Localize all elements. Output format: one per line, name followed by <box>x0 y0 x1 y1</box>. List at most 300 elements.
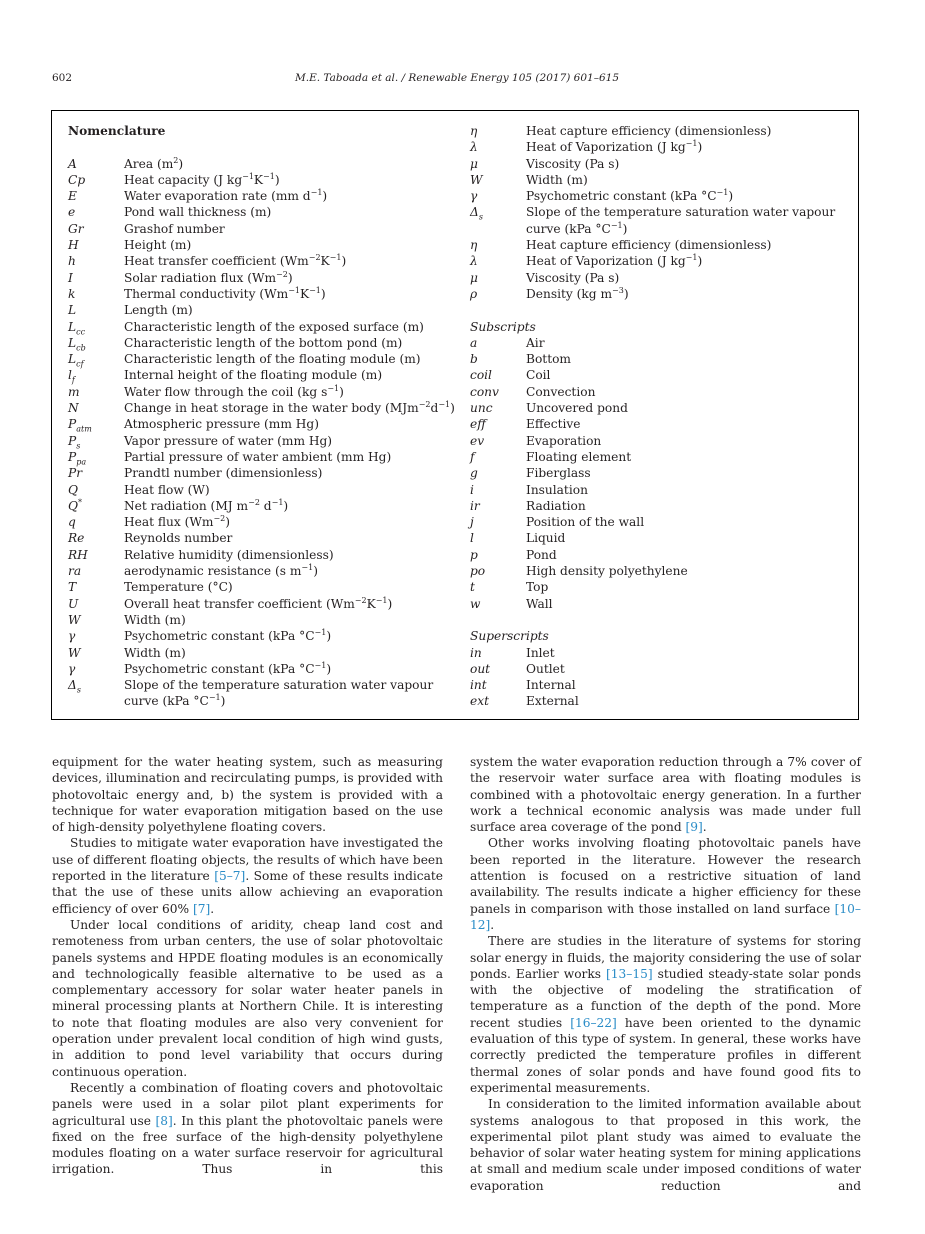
symbol-base: ir <box>470 498 480 513</box>
nomenclature-row <box>68 449 468 465</box>
nomenclature-row <box>470 123 850 139</box>
unit-exponent: −1 <box>685 253 698 263</box>
symbol-base: in <box>470 645 482 660</box>
definition-text: Relative humidity (dimensionless) <box>124 547 334 562</box>
symbol-base: g <box>470 466 478 481</box>
term-symbol <box>470 547 526 563</box>
nomenclature-row <box>68 433 468 449</box>
term-definition <box>526 514 850 530</box>
nomenclature-row <box>68 645 468 661</box>
citation-link[interactable]: [7] <box>192 901 211 916</box>
symbol-base: P <box>68 449 77 464</box>
symbol-base: k <box>68 286 76 301</box>
paragraph-text: Recently a combination of floating covers and photovoltaic panels were used in a solar pilot plant experiments for agricultural use <box>52 1080 443 1128</box>
unit-exponent: −1 <box>271 497 284 507</box>
symbol-base: p <box>470 547 478 562</box>
unit-exponent: −1 <box>242 171 254 181</box>
term-symbol <box>68 547 124 563</box>
term-definition <box>526 465 850 481</box>
symbol-base: Pr <box>68 466 83 481</box>
body-paragraph <box>470 835 861 933</box>
term-definition <box>526 188 850 204</box>
unit-exponent: −1 <box>327 383 340 393</box>
symbol-subscript: cf <box>76 359 84 369</box>
definition-text: Viscosity (Pa s) <box>526 156 620 171</box>
definition-text: Uncovered pond <box>526 401 628 416</box>
nomenclature-row <box>68 204 468 220</box>
citation-link[interactable]: [13–15] <box>606 966 653 981</box>
definition-text: Density (kg m <box>526 286 613 301</box>
term-definition <box>526 367 850 383</box>
unit-exponent: −2 <box>308 253 321 263</box>
nomenclature-row <box>470 661 850 677</box>
term-definition <box>526 547 850 563</box>
definition-text: Thermal conductivity (Wm <box>124 286 289 301</box>
nomenclature-row <box>470 514 850 530</box>
term-definition <box>124 270 468 286</box>
symbol-base: q <box>68 515 76 530</box>
symbol-base: h <box>68 254 76 269</box>
symbol-base: Re <box>68 531 85 546</box>
term-definition <box>124 384 468 400</box>
term-symbol <box>470 270 526 286</box>
term-symbol <box>68 596 124 612</box>
nomenclature-row <box>68 693 468 709</box>
term-symbol <box>470 367 526 383</box>
definition-tail: ) <box>697 140 703 155</box>
symbol-base: L <box>68 319 77 334</box>
unit-exponent: −1 <box>375 595 388 605</box>
greek-symbols-list <box>470 123 850 302</box>
term-definition <box>124 693 468 709</box>
definition-text: Liquid <box>526 531 566 546</box>
nomenclature-row <box>68 172 468 188</box>
symbol-base: Q <box>68 482 78 497</box>
nomenclature-row <box>470 172 850 188</box>
term-symbol <box>470 563 526 579</box>
term-definition <box>124 221 468 237</box>
nomenclature-row <box>68 498 468 514</box>
term-symbol <box>68 335 124 351</box>
term-symbol <box>68 498 124 514</box>
nomenclature-row <box>470 221 850 237</box>
term-symbol <box>470 693 526 709</box>
term-symbol <box>470 530 526 546</box>
definition-tail: ) <box>450 401 455 416</box>
paragraph-text: . <box>490 917 495 932</box>
unit-part: d <box>430 401 439 416</box>
symbol-base: l <box>470 531 474 546</box>
symbol-base: Δ <box>68 678 77 693</box>
paragraph-text: have been oriented to the dynamic evaluation of this type of system. In general, these works have correctly predicted the temperature profiles in different thermal zones of solar ponds and have found good fits to experimental measurements. <box>470 1015 861 1095</box>
nomenclature-row <box>68 465 468 481</box>
symbol-subscript: cc <box>76 327 86 336</box>
nomenclature-row <box>470 367 850 383</box>
definition-text: Internal height of the floating module (m) <box>124 368 383 383</box>
nomenclature-row <box>470 645 850 661</box>
term-definition <box>526 661 850 677</box>
term-symbol <box>68 628 124 644</box>
term-symbol <box>68 661 124 677</box>
symbol-base: γ <box>470 189 478 204</box>
definition-text: Characteristic length of the floating module (m) <box>124 352 421 367</box>
term-definition <box>526 482 850 498</box>
symbol-base: I <box>68 270 73 285</box>
definition-text: Air <box>526 335 545 350</box>
body-paragraph <box>470 754 861 835</box>
term-definition <box>124 172 468 188</box>
term-symbol <box>470 335 526 351</box>
symbol-base: H <box>68 238 79 253</box>
term-definition <box>526 253 850 269</box>
nomenclature-box <box>51 110 859 720</box>
unit-part: K <box>253 172 264 187</box>
symbol-base: e <box>68 205 76 220</box>
nomenclature-row <box>68 514 468 530</box>
symbol-base: P <box>68 417 77 432</box>
symbol-base: μ <box>470 156 478 171</box>
term-symbol <box>470 253 526 269</box>
unit-exponent: −2 <box>213 514 226 524</box>
definition-text: Pond wall thickness (m) <box>124 205 272 220</box>
term-definition <box>124 367 468 383</box>
term-symbol <box>68 677 124 693</box>
nomenclature-row <box>68 530 468 546</box>
definition-text: Change in heat storage in the water body (MJm <box>124 401 419 416</box>
symbol-base: Cp <box>68 172 86 187</box>
term-definition <box>526 286 850 302</box>
definition-tail: ) <box>697 254 703 269</box>
nomenclature-row <box>470 286 850 302</box>
nomenclature-row <box>68 677 468 693</box>
term-symbol <box>470 596 526 612</box>
nomenclature-row <box>470 270 850 286</box>
symbol-base: Gr <box>68 221 84 236</box>
nomenclature-title: Nomenclature <box>68 124 166 138</box>
subscripts-list <box>470 335 850 612</box>
term-symbol <box>470 433 526 449</box>
term-symbol <box>470 661 526 677</box>
definition-text: Floating element <box>526 449 632 464</box>
definition-text: Heat flow (W) <box>124 482 210 497</box>
symbol-base: γ <box>68 661 76 676</box>
paragraph-text: Studies to mitigate water evaporation have investigated the use of different floating objects, the results of which have been reported in the literature <box>52 836 443 884</box>
nomenclature-row <box>470 204 850 220</box>
citation-link[interactable]: [16–22] <box>570 1015 617 1030</box>
term-definition <box>526 351 850 367</box>
term-definition <box>526 270 850 286</box>
nomenclature-row <box>470 416 850 432</box>
nomenclature-row <box>68 302 468 318</box>
definition-text: Viscosity (Pa s) <box>526 270 620 285</box>
definition-tail: ) <box>274 172 280 187</box>
term-symbol <box>68 253 124 269</box>
definition-text: Temperature (°C) <box>124 580 233 595</box>
term-definition <box>124 628 468 644</box>
nomenclature-row <box>68 221 468 237</box>
nomenclature-row <box>68 579 468 595</box>
definition-tail: ) <box>313 564 318 579</box>
term-definition <box>526 123 850 139</box>
symbol-base: λ <box>470 140 478 155</box>
term-symbol <box>68 530 124 546</box>
definition-text: Convection <box>526 384 596 399</box>
symbol-base: Q <box>68 498 78 513</box>
paragraph-text: Other works involving floating photovoltaic panels have been reported in the literature. However the research attention is focused on a restrictive situation of land availability. The results indicate a higher efficiency for these panels in comparison with those installed on land surface <box>470 836 861 916</box>
term-definition <box>124 400 468 416</box>
symbol-base: unc <box>470 401 493 416</box>
definition-text: Partial pressure of water ambient (mm Hg) <box>124 449 392 464</box>
term-symbol <box>68 204 124 220</box>
unit-part: K <box>299 286 310 301</box>
definition-text: Water flow through the coil (kg s <box>124 384 328 399</box>
definition-tail: ) <box>339 384 344 399</box>
definition-text: Inlet <box>526 645 555 660</box>
nomenclature-row <box>470 253 850 269</box>
nomenclature-row <box>470 596 850 612</box>
term-definition <box>124 351 468 367</box>
nomenclature-row <box>470 188 850 204</box>
term-definition <box>124 188 468 204</box>
symbol-base: ra <box>68 564 82 579</box>
term-definition <box>124 482 468 498</box>
nomenclature-row <box>68 367 468 383</box>
unit-exponent: −1 <box>329 253 342 263</box>
definition-text: Reynolds number <box>124 531 233 546</box>
definition-text: Slope of the temperature saturation water vapour <box>124 678 434 693</box>
symbol-base: f <box>470 449 475 464</box>
definition-text: Fiberglass <box>526 466 591 481</box>
symbol-base: W <box>470 172 483 187</box>
symbol-base: L <box>68 352 77 367</box>
unit-exponent: −1 <box>301 562 314 572</box>
definition-text: Psychometric constant (kPa °C <box>124 661 315 676</box>
symbol-base: L <box>68 303 77 318</box>
symbol-subscript: f <box>71 375 75 385</box>
symbol-base: t <box>470 580 475 595</box>
body-paragraph <box>52 917 443 1080</box>
definition-text: Solar radiation flux (Wm <box>124 270 277 285</box>
term-symbol <box>470 156 526 172</box>
unit-exponent: −2 <box>354 595 367 605</box>
term-definition <box>526 579 850 595</box>
definition-text: Length (m) <box>124 303 193 318</box>
definition-text: Psychometric constant (kPa °C <box>526 189 717 204</box>
term-symbol <box>470 400 526 416</box>
nomenclature-row <box>470 693 850 709</box>
term-definition <box>526 400 850 416</box>
symbol-base: ev <box>470 433 485 448</box>
term-definition <box>124 416 468 432</box>
term-definition <box>124 547 468 563</box>
term-symbol <box>470 465 526 481</box>
nomenclature-row <box>470 465 850 481</box>
paragraph-text: There are studies in the literature of systems for storing solar energy in fluids, the majority considering the use of solar ponds. Earlier works <box>470 934 861 981</box>
term-symbol <box>68 416 124 432</box>
definition-tail: ) <box>283 498 289 513</box>
symbol-base: po <box>470 564 486 579</box>
body-paragraph <box>52 1080 443 1178</box>
page-header <box>52 72 862 88</box>
citation-link[interactable]: [9] <box>685 820 703 835</box>
term-symbol <box>470 172 526 188</box>
symbol-base: i <box>470 482 474 497</box>
term-definition <box>124 645 468 661</box>
definition-tail: ) <box>320 286 326 301</box>
nomenclature-row <box>68 612 468 628</box>
term-symbol <box>470 579 526 595</box>
definition-text: Evaporation <box>526 433 602 448</box>
definition-text: Insulation <box>526 482 588 497</box>
term-symbol <box>68 465 124 481</box>
nomenclature-row <box>68 384 468 400</box>
term-symbol <box>68 286 124 302</box>
term-symbol <box>68 367 124 383</box>
definition-text: Heat of Vaporization (J kg <box>526 254 686 269</box>
term-definition <box>526 221 850 237</box>
definition-tail: ) <box>287 270 293 285</box>
definition-text: Width (m) <box>124 612 186 627</box>
definition-text: Effective <box>526 417 581 432</box>
term-symbol <box>470 286 526 302</box>
body-paragraph <box>470 1096 861 1194</box>
nomenclature-row <box>470 547 850 563</box>
nomenclature-row <box>68 351 468 367</box>
definition-text: Area (m <box>124 156 174 171</box>
definition-tail: ) <box>220 694 226 709</box>
symbol-base: Δ <box>470 205 479 220</box>
definition-text: aerodynamic resistance (s m <box>124 564 302 579</box>
nomenclature-row <box>68 547 468 563</box>
running-title: M.E. Taboada et al. / Renewable Energy 105 (2017) 601–615 <box>294 72 620 84</box>
term-definition <box>124 579 468 595</box>
definition-tail: ) <box>225 515 231 530</box>
term-definition <box>124 596 468 612</box>
nomenclature-row <box>470 335 850 351</box>
symbol-subscript: s <box>76 441 81 451</box>
symbol-base: int <box>470 678 487 693</box>
term-definition <box>526 384 850 400</box>
symbol-base: λ <box>470 254 478 269</box>
term-symbol <box>470 514 526 530</box>
definition-text: Characteristic length of the exposed surface (m) <box>124 319 424 334</box>
unit-exponent: −1 <box>288 285 300 295</box>
definition-text: Psychometric constant (kPa °C <box>124 629 315 644</box>
symbol-base: μ <box>470 270 478 285</box>
symbol-base: RH <box>68 547 88 562</box>
term-definition <box>526 449 850 465</box>
term-symbol <box>68 384 124 400</box>
nomenclature-row <box>68 335 468 351</box>
definition-text: Characteristic length of the bottom pond (m) <box>124 335 403 350</box>
term-definition <box>124 661 468 677</box>
definition-text: Heat capacity (J kg <box>124 172 243 187</box>
definition-text: Outlet <box>526 661 565 676</box>
paragraph-text: equipment for the water heating system, such as measuring devices, illumination and recirculating pumps, is provided with photovoltaic energy and, b) the system is provided with a technique for water evaporation mitigation based on the use of high-density polyethylene floating covers. <box>52 755 443 835</box>
term-symbol <box>68 319 124 335</box>
symbol-base: η <box>470 124 478 138</box>
nomenclature-row <box>470 139 850 155</box>
definition-text: Width (m) <box>526 172 588 187</box>
nomenclature-row <box>68 286 468 302</box>
definition-text: Overall heat transfer coefficient (Wm <box>124 596 355 611</box>
term-symbol <box>470 204 526 220</box>
term-definition <box>124 302 468 318</box>
symbol-base: P <box>68 433 77 448</box>
citation-link[interactable]: [8] <box>155 1113 173 1128</box>
unit-exponent: 2 <box>173 155 179 165</box>
nomenclature-row <box>470 156 850 172</box>
definition-text: Top <box>526 580 549 595</box>
term-definition <box>526 416 850 432</box>
nomenclature-row <box>470 677 850 693</box>
paragraph-text: . <box>702 820 707 835</box>
nomenclature-row <box>68 596 468 612</box>
body-column-right <box>470 754 861 1194</box>
symbol-base: η <box>470 238 478 253</box>
term-definition <box>124 563 468 579</box>
definition-tail: ) <box>326 629 332 644</box>
definition-text: Slope of the temperature saturation water vapour <box>526 205 836 220</box>
definition-text: Coil <box>526 368 551 383</box>
citation-link[interactable]: [10–12] <box>470 901 861 932</box>
term-symbol <box>470 221 526 237</box>
definition-tail: ) <box>622 221 628 236</box>
term-definition <box>526 433 850 449</box>
paragraph-text: . Some of these results indicate that the use of these units allow achieving an evaporation efficiency of over 60% <box>52 869 443 916</box>
nomenclature-row <box>68 319 468 335</box>
superscripts-list <box>470 645 850 710</box>
nomenclature-row <box>68 482 468 498</box>
term-symbol <box>68 270 124 286</box>
citation-link[interactable]: [5–7] <box>214 869 246 884</box>
paragraph-text: studied steady-state solar ponds with the objective of modeling the stratification of temperature as a function of the depth of the pond. More recent studies <box>470 966 861 1030</box>
definition-text: Water evaporation rate (mm d <box>124 189 311 204</box>
unit-part: d <box>259 498 272 513</box>
term-definition <box>124 433 468 449</box>
paragraph-text: . <box>210 901 215 916</box>
term-definition <box>526 596 850 612</box>
definition-tail: ) <box>387 596 393 611</box>
symbol-base: out <box>470 661 491 676</box>
page-number: 602 <box>52 72 73 84</box>
definition-tail: ) <box>728 189 734 204</box>
term-symbol <box>470 123 526 139</box>
definition-text: High density polyethylene <box>526 564 688 579</box>
nomenclature-row <box>470 563 850 579</box>
body-paragraph <box>470 933 861 1096</box>
term-definition <box>124 286 468 302</box>
unit-exponent: −1 <box>310 188 323 198</box>
unit-exponent: −2 <box>276 269 288 279</box>
term-definition <box>124 319 468 335</box>
term-definition <box>526 563 850 579</box>
term-definition <box>526 693 850 709</box>
nomenclature-row <box>68 400 468 416</box>
term-symbol <box>470 188 526 204</box>
nomenclature-row <box>470 400 850 416</box>
symbol-base: ρ <box>470 286 478 301</box>
symbol-base: γ <box>68 629 76 644</box>
term-definition <box>526 335 850 351</box>
nomenclature-row <box>68 628 468 644</box>
nomenclature-row <box>68 563 468 579</box>
term-definition <box>124 530 468 546</box>
term-symbol <box>470 645 526 661</box>
nomenclature-row <box>470 384 850 400</box>
definition-text: Atmospheric pressure (mm Hg) <box>124 417 319 432</box>
term-definition <box>124 253 468 269</box>
